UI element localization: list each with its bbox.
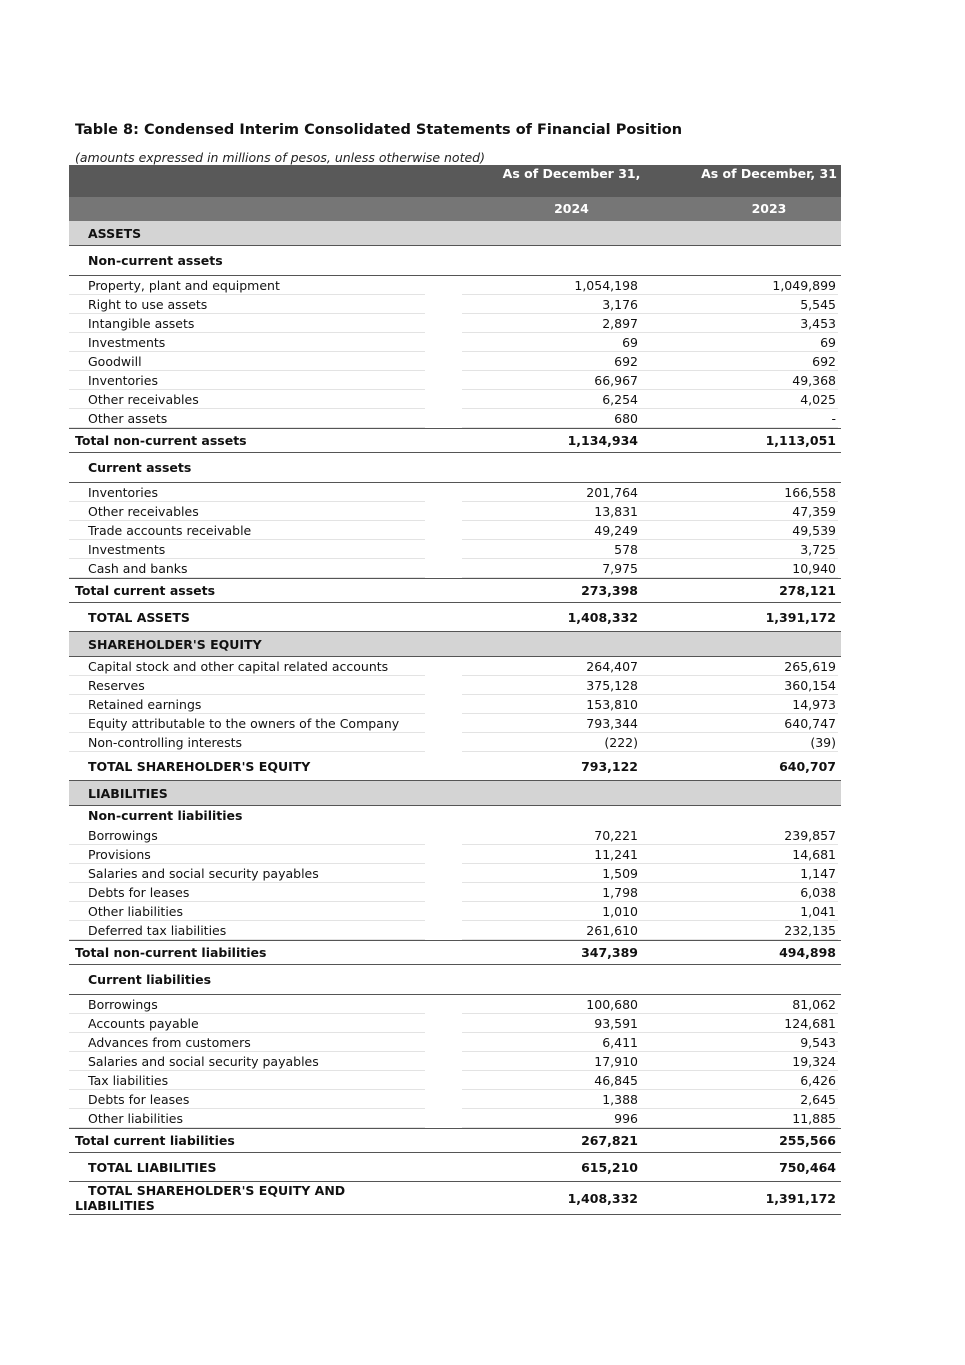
value-2023: 19,324 (792, 1054, 836, 1069)
row-label: Borrowings (88, 997, 158, 1012)
row-label: Debts for leases (88, 885, 190, 900)
value-2023: 47,359 (792, 504, 836, 519)
row-label: Provisions (88, 847, 151, 862)
table-row (69, 1052, 841, 1071)
value-2024: 793,122 (581, 759, 638, 774)
year-header-row (69, 197, 841, 221)
table-subtitle: (amounts expressed in millions of pesos, unless otherwise noted) (75, 150, 485, 165)
table-row (69, 521, 841, 540)
table-row (69, 864, 841, 883)
value-2023: 11,885 (792, 1111, 836, 1126)
table-title: Table 8: Condensed Interim Consolidated Statements of Financial Position (75, 122, 683, 138)
value-2023: 750,464 (779, 1160, 836, 1175)
row-label: Trade accounts receivable (88, 523, 252, 538)
table-row (69, 483, 841, 502)
value-2024: 13,831 (594, 504, 638, 519)
value-2024: 201,764 (586, 485, 638, 500)
value-2024: 100,680 (586, 997, 638, 1012)
value-2023: 278,121 (779, 583, 836, 598)
value-2023: 1,041 (800, 904, 836, 919)
row-label: Other assets (88, 411, 168, 426)
value-2023: 49,368 (792, 373, 836, 388)
value-2023: 69 (820, 335, 836, 350)
value-2023: - (831, 411, 836, 426)
value-2023: 1,391,172 (765, 610, 836, 625)
table-row (69, 390, 841, 409)
row-label: Borrowings (88, 828, 158, 843)
section-heading-row (69, 632, 841, 657)
row-label: TOTAL ASSETS (88, 610, 190, 625)
table-row (69, 902, 841, 921)
table-row (69, 676, 841, 695)
table-row (69, 371, 841, 390)
value-2024: (222) (604, 735, 638, 750)
value-2023: 239,857 (784, 828, 836, 843)
value-2024: 1,134,934 (567, 433, 638, 448)
value-2023: 166,558 (784, 485, 836, 500)
row-label: Total non-current liabilities (75, 945, 267, 960)
table-row (69, 883, 841, 902)
row-label: Total current liabilities (75, 1133, 235, 1148)
table-row (69, 1109, 841, 1128)
column-header-row (69, 165, 841, 197)
section-heading-row (69, 246, 841, 276)
section-heading-row (69, 221, 841, 246)
row-label: Non-controlling interests (88, 735, 243, 750)
value-2024: 793,344 (586, 716, 638, 731)
table-row (69, 714, 841, 733)
value-2024: 347,389 (581, 945, 638, 960)
year-2024: 2024 (554, 201, 589, 216)
value-2024: 261,610 (586, 923, 638, 938)
value-2023: 1,049,899 (772, 278, 836, 293)
table-row (69, 826, 841, 845)
total-row (69, 940, 841, 965)
row-label: Salaries and social security payables (88, 1054, 319, 1069)
value-2024: 1,054,198 (574, 278, 638, 293)
value-2023: 265,619 (784, 659, 836, 674)
value-2023: 3,453 (800, 316, 836, 331)
table-row (69, 276, 841, 295)
value-2023: 49,539 (792, 523, 836, 538)
value-2024: 153,810 (586, 697, 638, 712)
value-2023: 10,940 (792, 561, 836, 576)
value-2024: 2,897 (602, 316, 638, 331)
value-2024: 1,010 (602, 904, 638, 919)
value-2023: 1,147 (800, 866, 836, 881)
value-2024: 6,411 (602, 1035, 638, 1050)
value-2024: 996 (614, 1111, 638, 1126)
table-row (69, 540, 841, 559)
table-row (69, 502, 841, 521)
value-2024: 3,176 (602, 297, 638, 312)
table-row (69, 921, 841, 940)
row-label: Other receivables (88, 392, 199, 407)
value-2023: 6,038 (800, 885, 836, 900)
row-label: SHAREHOLDER'S EQUITY (88, 637, 262, 652)
total-row (69, 752, 841, 781)
row-label: Intangible assets (88, 316, 195, 331)
table-row (69, 695, 841, 714)
row-label: Deferred tax liabilities (88, 923, 227, 938)
row-label: TOTAL SHAREHOLDER'S EQUITY AND LIABILITIES (75, 1183, 346, 1213)
row-label: Advances from customers (88, 1035, 251, 1050)
row-label: LIABILITIES (88, 786, 168, 801)
row-label: Non-current liabilities (88, 808, 243, 823)
year-2023: 2023 (751, 201, 787, 216)
row-label: Debts for leases (88, 1092, 190, 1107)
table-row (69, 314, 841, 333)
table-body (69, 221, 841, 1215)
table-row (69, 845, 841, 864)
value-2024: 46,845 (594, 1073, 638, 1088)
value-2024: 375,128 (586, 678, 638, 693)
row-label: Retained earnings (88, 697, 202, 712)
row-label: Right to use assets (88, 297, 208, 312)
value-2024: 1,798 (602, 885, 638, 900)
financial-position-table (69, 165, 841, 1215)
value-2024: 11,241 (594, 847, 638, 862)
value-2023: 232,135 (784, 923, 836, 938)
table-row (69, 733, 841, 752)
row-label: Total current assets (75, 583, 216, 598)
total-row (69, 578, 841, 603)
row-label: Tax liabilities (88, 1073, 169, 1088)
value-2024: 264,407 (586, 659, 638, 674)
value-2023: 14,973 (792, 697, 836, 712)
value-2023: 1,391,172 (765, 1191, 836, 1206)
table-row (69, 352, 841, 371)
row-label: TOTAL SHAREHOLDER'S EQUITY (88, 759, 311, 774)
value-2023: 494,898 (779, 945, 836, 960)
value-2024: 17,910 (594, 1054, 638, 1069)
total-row (69, 1182, 841, 1215)
value-2023: 4,025 (800, 392, 836, 407)
table-row (69, 1014, 841, 1033)
row-label: Total non-current assets (75, 433, 247, 448)
row-label: Non-current assets (88, 253, 223, 268)
value-2024: 267,821 (581, 1133, 638, 1148)
value-2024: 70,221 (594, 828, 638, 843)
row-label: Goodwill (88, 354, 142, 369)
value-2024: 578 (614, 542, 638, 557)
row-label: Salaries and social security payables (88, 866, 319, 881)
row-label: Property, plant and equipment (88, 278, 280, 293)
value-2024: 692 (614, 354, 638, 369)
value-2024: 680 (614, 411, 638, 426)
section-heading-row (69, 965, 841, 995)
value-2023: 640,747 (784, 716, 836, 731)
value-2023: 14,681 (792, 847, 836, 862)
row-label: Investments (88, 542, 166, 557)
value-2024: 66,967 (594, 373, 638, 388)
row-label: Inventories (88, 373, 158, 388)
value-2023: (39) (810, 735, 836, 750)
row-label: Other receivables (88, 504, 199, 519)
row-label: Current liabilities (88, 972, 212, 987)
table-row (69, 657, 841, 676)
table-row (69, 1033, 841, 1052)
value-2023: 640,707 (779, 759, 836, 774)
section-heading-row (69, 781, 841, 806)
total-row (69, 1153, 841, 1182)
value-2023: 1,113,051 (765, 433, 836, 448)
value-2024: 1,408,332 (567, 610, 638, 625)
table-row (69, 295, 841, 314)
value-2024: 7,975 (602, 561, 638, 576)
row-label: Investments (88, 335, 166, 350)
table-row (69, 1071, 841, 1090)
value-2023: 692 (812, 354, 836, 369)
table-row (69, 409, 841, 428)
value-2023: 81,062 (792, 997, 836, 1012)
value-2023: 360,154 (784, 678, 836, 693)
value-2023: 255,566 (779, 1133, 836, 1148)
row-label: Inventories (88, 485, 158, 500)
column-header-2024: As of December 31, (502, 166, 641, 181)
row-label: Reserves (88, 678, 145, 693)
section-heading-row (69, 806, 841, 826)
column-header-2023: As of December, 31 (701, 166, 837, 181)
table-row (69, 1090, 841, 1109)
value-2024: 273,398 (581, 583, 638, 598)
total-row (69, 428, 841, 453)
total-row (69, 1128, 841, 1153)
row-label: TOTAL LIABILITIES (88, 1160, 217, 1175)
value-2023: 9,543 (800, 1035, 836, 1050)
value-2023: 2,645 (800, 1092, 836, 1107)
value-2023: 124,681 (784, 1016, 836, 1031)
value-2024: 49,249 (594, 523, 638, 538)
value-2023: 3,725 (800, 542, 836, 557)
table-row (69, 995, 841, 1014)
row-label: ASSETS (88, 226, 142, 241)
row-label: Accounts payable (88, 1016, 199, 1031)
table-row (69, 559, 841, 578)
section-heading-row (69, 453, 841, 483)
value-2024: 1,509 (602, 866, 638, 881)
value-2024: 6,254 (602, 392, 638, 407)
value-2023: 6,426 (800, 1073, 836, 1088)
value-2024: 93,591 (594, 1016, 638, 1031)
row-label: Other liabilities (88, 1111, 184, 1126)
value-2024: 69 (622, 335, 638, 350)
table-row (69, 333, 841, 352)
value-2024: 615,210 (581, 1160, 638, 1175)
value-2023: 5,545 (800, 297, 836, 312)
row-label: Other liabilities (88, 904, 184, 919)
total-row (69, 603, 841, 632)
row-label: Current assets (88, 460, 192, 475)
value-2024: 1,408,332 (567, 1191, 638, 1206)
row-label: Cash and banks (88, 561, 188, 576)
value-2024: 1,388 (602, 1092, 638, 1107)
row-label: Equity attributable to the owners of the Company (88, 716, 400, 731)
row-label: Capital stock and other capital related accounts (88, 659, 389, 674)
